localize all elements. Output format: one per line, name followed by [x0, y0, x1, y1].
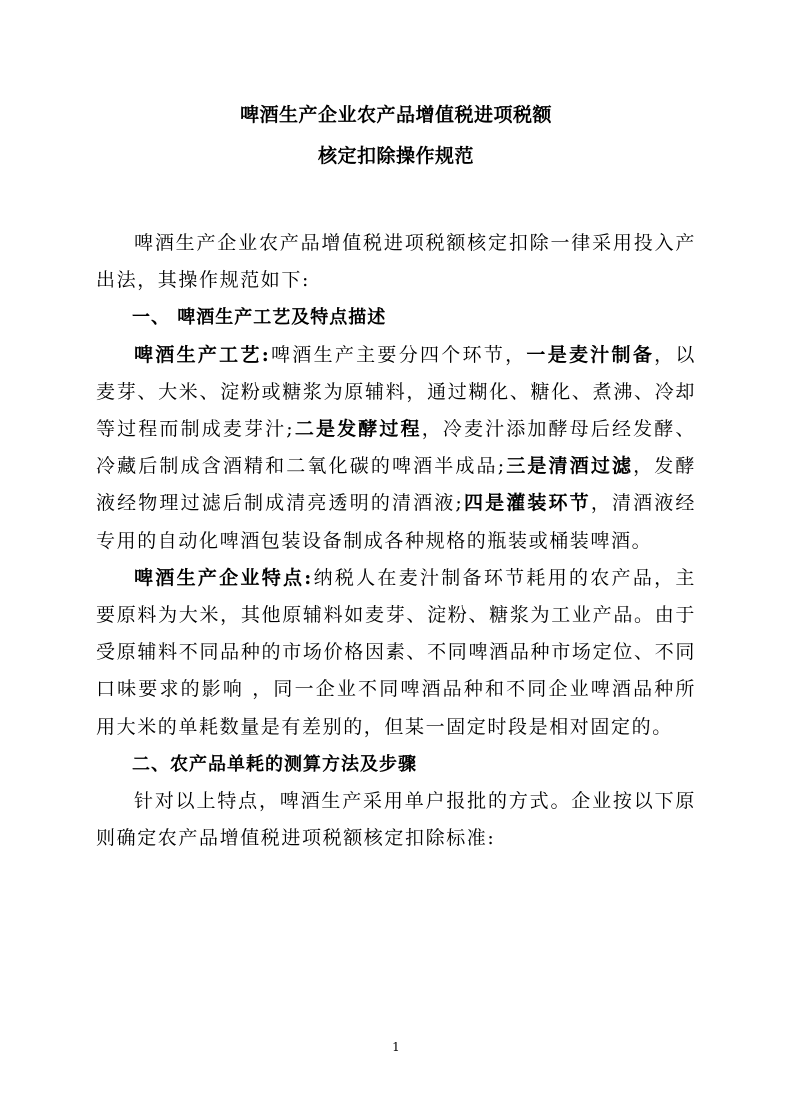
section-1-heading: 一、 啤酒生产工艺及特点描述 [132, 307, 387, 329]
text-run: 啤酒生产主要分四个环节， [270, 343, 527, 366]
text-run: ，以麦芽、大米、淀粉或糖浆为原辅料，通过糊化、糖化、煮沸、冷却等过程而制成麦芽汁; [96, 343, 697, 441]
page-number: 1 [392, 1040, 400, 1054]
section-2-paragraph: 针对以上特点，啤酒生产采用单户报批的方式。企业按以下原则确定农产品增值税进项税额核定扣除标准: [96, 790, 696, 850]
text-run: ，清酒液经专用的自动化啤酒包装设备制成各种规格的瓶装或桶装啤酒。 [96, 492, 696, 552]
document-title-line-2: 核定扣除操作规范 [317, 145, 474, 167]
section-2-heading: 二、农产品单耗的测算方法及步骤 [132, 753, 417, 775]
text-run: 纳税人在麦汁制备环节耗用的农产品，主要原料为大米，其他原辅料如麦芽、淀粉、糖浆为工业产品。由于受原辅料不同品种的市场价格因素、不同啤酒品种市场定位、不同口味要求的影响 ，同一企业不同啤酒品种和不同企业啤酒品种所用大米的单耗数量是有差别的，但某一固定时段是相对固定的。 [96, 566, 696, 738]
step-4-bottling: 四是灌装环节 [463, 492, 591, 515]
step-1-wort-preparation: 一是麦汁制备 [526, 343, 655, 366]
text-run: ，发酵液经物理过滤后制成清亮透明的清酒液; [96, 455, 696, 515]
brewing-process-label: 啤酒生产工艺: [134, 343, 271, 366]
document-title-line-1: 啤酒生产企业农产品增值税进项税额 [239, 104, 552, 126]
enterprise-features-paragraph [96, 560, 696, 746]
step-3-filtration: 三是清酒过滤 [505, 455, 634, 478]
intro-paragraph: 啤酒生产企业农产品增值税进项税额核定扣除一律采用投入产出法，其操作规范如下: [96, 232, 696, 292]
document-body [96, 225, 696, 857]
step-2-fermentation: 二是发酵过程 [294, 418, 422, 441]
brewing-process-paragraph [96, 337, 696, 560]
text-run: ，冷麦汁添加酵母后经发酵、冷藏后制成含酒精和二氧化碳的啤酒半成品; [96, 418, 696, 478]
enterprise-features-label: 啤酒生产企业特点: [134, 566, 313, 589]
